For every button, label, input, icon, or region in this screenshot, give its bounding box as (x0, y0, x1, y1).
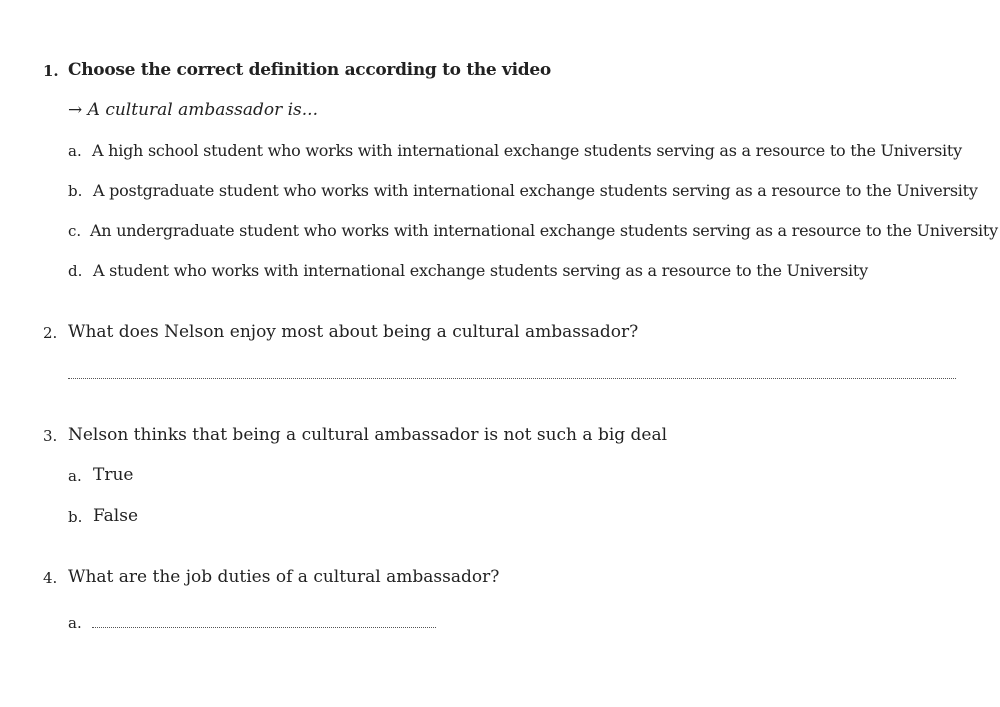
question-4-text: What are the job duties of a cultural ambassador? (68, 567, 500, 587)
question-1-option-b-letter: b. (68, 182, 83, 200)
question-3-option-a-letter: a. (68, 467, 82, 485)
question-3-option-a-text[interactable]: True (93, 465, 134, 485)
question-3-option-b-letter: b. (68, 508, 83, 526)
question-1-option-c-letter: c. (68, 222, 82, 240)
question-3-text: Nelson thinks that being a cultural ambassador is not such a big deal (68, 425, 668, 445)
question-1-option-b-text[interactable]: A postgraduate student who works with international exchange students serving as a resource to the University (93, 181, 978, 200)
question-4-option-a-answer-line[interactable] (92, 627, 436, 628)
question-1-option-d-text[interactable]: A student who works with international exchange students serving as a resource to the University (93, 261, 868, 280)
question-2-number: 2. (43, 324, 58, 342)
question-1-option-d-letter: d. (68, 262, 83, 280)
question-1-number: 1. (43, 62, 59, 80)
question-1-option-a-text[interactable]: A high school student who works with international exchange students serving as a resource to the University (92, 141, 962, 160)
question-2-answer-line[interactable] (68, 378, 956, 379)
question-4-number: 4. (43, 569, 58, 587)
question-3-number: 3. (43, 427, 58, 445)
question-4-option-a-letter: a. (68, 614, 82, 632)
question-1-prompt: → A cultural ambassador is... (68, 100, 318, 120)
question-1-option-c-text[interactable]: An undergraduate student who works with international exchange students serving as a resource to the University (90, 221, 998, 240)
question-1-text: Choose the correct definition according to the video (68, 60, 551, 80)
question-3-option-b-text[interactable]: False (93, 506, 138, 526)
question-2-text: What does Nelson enjoy most about being a cultural ambassador? (68, 322, 639, 342)
question-1-option-a-letter: a. (68, 142, 82, 160)
